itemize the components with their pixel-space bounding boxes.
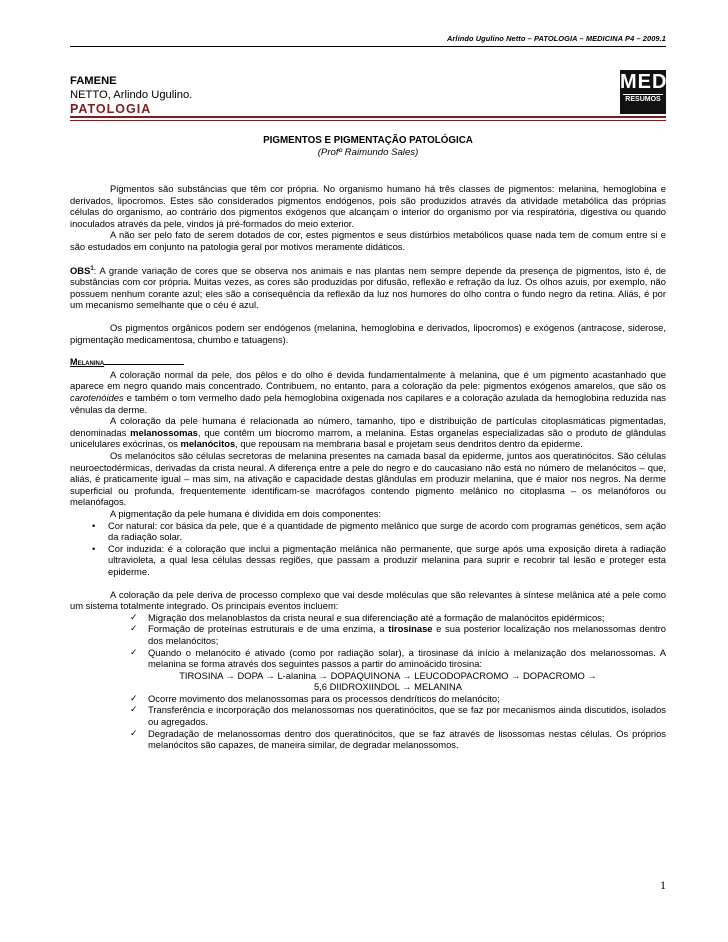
melanina-paragraph-4: A pigmentação da pele humana é dividida em dois componentes:: [110, 507, 382, 519]
intro-paragraph-1: Pigmentos são substâncias que têm cor própria. No organismo humano há três classes de pigmentos: melanina, hemoglobina e derivados, lipocromos. Estes são considerados pigmentos endógenos, pois são produzidos através da atividade metabólica das próprias células do organismo, ao contrário dos pigmentos exógenos que alcançam o interior do organismo por via respiratória, digestiva ou quando inoculados através da pele, vindos já pré-formados do meio exterior.: [70, 183, 666, 229]
logo-top-text: MED: [620, 71, 668, 93]
checklist-item: ✓ Formação de proteínas estruturais e de uma enzima, a tirosinase e sua posterior localização nos melanossomas dentro dos melanócitos;: [148, 623, 666, 646]
subject-name: PATOLOGIA: [70, 102, 152, 116]
title-rule-thick: [70, 116, 666, 118]
page-number: 1: [660, 878, 666, 892]
organic-paragraph: Os pigmentos orgânicos podem ser endógenos (melanina, hemoglobina e derivados, lipocromos) e exógenos (antracose, siderose, pigmentação medicamentosa, chumbo e tatuagens).: [70, 322, 666, 345]
obs-label: OBS: [70, 264, 91, 276]
obs-text: : A grande variação de cores que se observa nos animais e nas plantas nem sempre depende da presença de pigmentos, isto é, de substâncias com cor própria. Muitas vezes, as cores são produzidas por difusão, reflexão e refração da luz. Os olhos azuis, por exemplo, não possuem nenhum corante azul; eles são a consequência da reflexão da luz nos humores do olho contra o fundo negro da retina. Aliás, é por um mecanismo semelhante que o céu é azul.: [70, 264, 666, 311]
events-checklist-continued: [70, 693, 666, 751]
obs-paragraph: [70, 264, 666, 312]
school-name: FAMENE: [70, 75, 117, 87]
checklist-item: ✓ Migração dos melanoblastos da crista neural e sua diferenciação até a formação de malanócitos epidérmicos;: [148, 612, 666, 624]
header-rule: [70, 46, 666, 47]
intro-paragraph-2: A não ser pelo fato de serem dotados de cor, estes pigmentos e seus distúrbios metabólicos quase nada tem de comum entre si e são estudados em conjunto na patologia geral por motivos meramente didáticos.: [70, 229, 666, 252]
author-name: NETTO, Arlindo Ugulino.: [70, 89, 193, 101]
logo-bottom-text: RESUMOS: [623, 94, 663, 104]
list-item: • Cor induzida: é a coloração que inclui a pigmentação melânica não permanente, que surge após uma exposição direta à radiação ultravioleta, a qual lesa células dessas regiões, que passam a produzir melanina para suprir e recobrir tal lesão e proteger esta epiderme.: [108, 543, 666, 578]
checklist-item: ✓ Ocorre movimento dos melanossomas para os processos dendríticos do melanócito;: [148, 693, 666, 705]
chain-line-2: 5,6 DIIDROXIINDOL → MELANINA: [313, 681, 463, 693]
document-body: [70, 183, 666, 751]
checklist-item: ✓ Quando o melanócito é ativado (como por radiação solar), a tirosinase dá início à melanização dos melanossomas. A melanina se forma através dos seguintes passos a partir do aminoácido tirosina:: [148, 647, 666, 670]
melanina-paragraph-2: A coloração da pele humana é relacionada ao número, tamanho, tipo e distribuição de partículas citoplasmáticas pigmentadas, denominadas melanossomas, que contêm um biocromo marrom, a melanina. Estas organelas especializadas são o produto de glândulas unicelulares exócrinas, os melanócitos, que repousam na membrana basal e projetam seus dendritos dentro da epiderme.: [70, 415, 666, 450]
document-title: PIGMENTOS E PIGMENTAÇÃO PATOLÓGICA: [263, 135, 473, 146]
chain-line-1: TIROSINA → DOPA → L-alanina → DOPAQUINONA → LEUCODOPACROMO → DOPACROMO →: [179, 669, 597, 681]
obs-sup: 1: [90, 265, 94, 272]
section-heading-melanina: Melanina: [70, 357, 105, 368]
melanina-paragraph-3: Os melanócitos são células secretoras de melanina presentes na camada basal da epiderme, juntos aos queratinócitos. São células neuroectodérmicas, derivadas da crista neural. A diferença entre a pele do negro e do caucasiano não está no número de melanócitos – que, aliás, é praticamente igual – mas sim, na ativação e capacidade destas glândulas em produzir melanina, que é maior nos negros. Na derme superficial ou profunda, frequentemente identificam-se macrófagos contendo pigmento melânico no citoplasma – os melanóforos ou melanófagos.: [70, 450, 666, 508]
med-resumos-logo: [620, 70, 666, 114]
running-header: [70, 26, 666, 44]
running-head-text: Arlindo Ugulino Netto – PATOLOGIA – MEDICINA P4 – 2009.1: [447, 34, 666, 43]
checklist-item: ✓ Degradação de melanossomas dentro dos queratinócitos, que se faz através de lisossomas nestas células. Os próprios melanócitos são capazes, de maneira similar, de degradar melanossomos.: [148, 728, 666, 751]
melanina-paragraph-5: A coloração da pele deriva de processo complexo que vai desde moléculas que são relevantes à síntese melânica até a pele como um sistema totalmente integrado. Os principais eventos incluem:: [70, 588, 666, 612]
document-subtitle: (Profº Raimundo Sales): [317, 147, 419, 158]
melanina-paragraph-1: A coloração normal da pele, dos pêlos e do olho é devida fundamentalmente à melanina, que é um pigmento acastanhado que aparece em negro quando mais concentrado. Contribuem, no entanto, para a coloração da pele: pigmentos exógenos amarelos, que são os carotenóides e também o tom vermelho dado pela hemoglobina oxigenada nos capilares e a coloração azulada da hemoglobina reduzida nas vênulas da derme.: [70, 368, 666, 415]
melanin-synthesis-chain: [70, 670, 666, 693]
events-checklist: [70, 612, 666, 670]
list-item: • Cor natural: cor básica da pele, que é a quantidade de pigmento melânico que surge de acordo com programas genéticos, sem ação da radiação solar.: [108, 520, 666, 543]
author-block: [70, 74, 192, 116]
checklist-item: ✓ Transferência e incorporação dos melanossomas nos queratinócitos, que se faz por mecanismos ainda discutidos, isolados ou agregados.: [148, 704, 666, 727]
pigmentation-components-list: [70, 520, 666, 578]
title-rule-thin: [70, 120, 666, 121]
